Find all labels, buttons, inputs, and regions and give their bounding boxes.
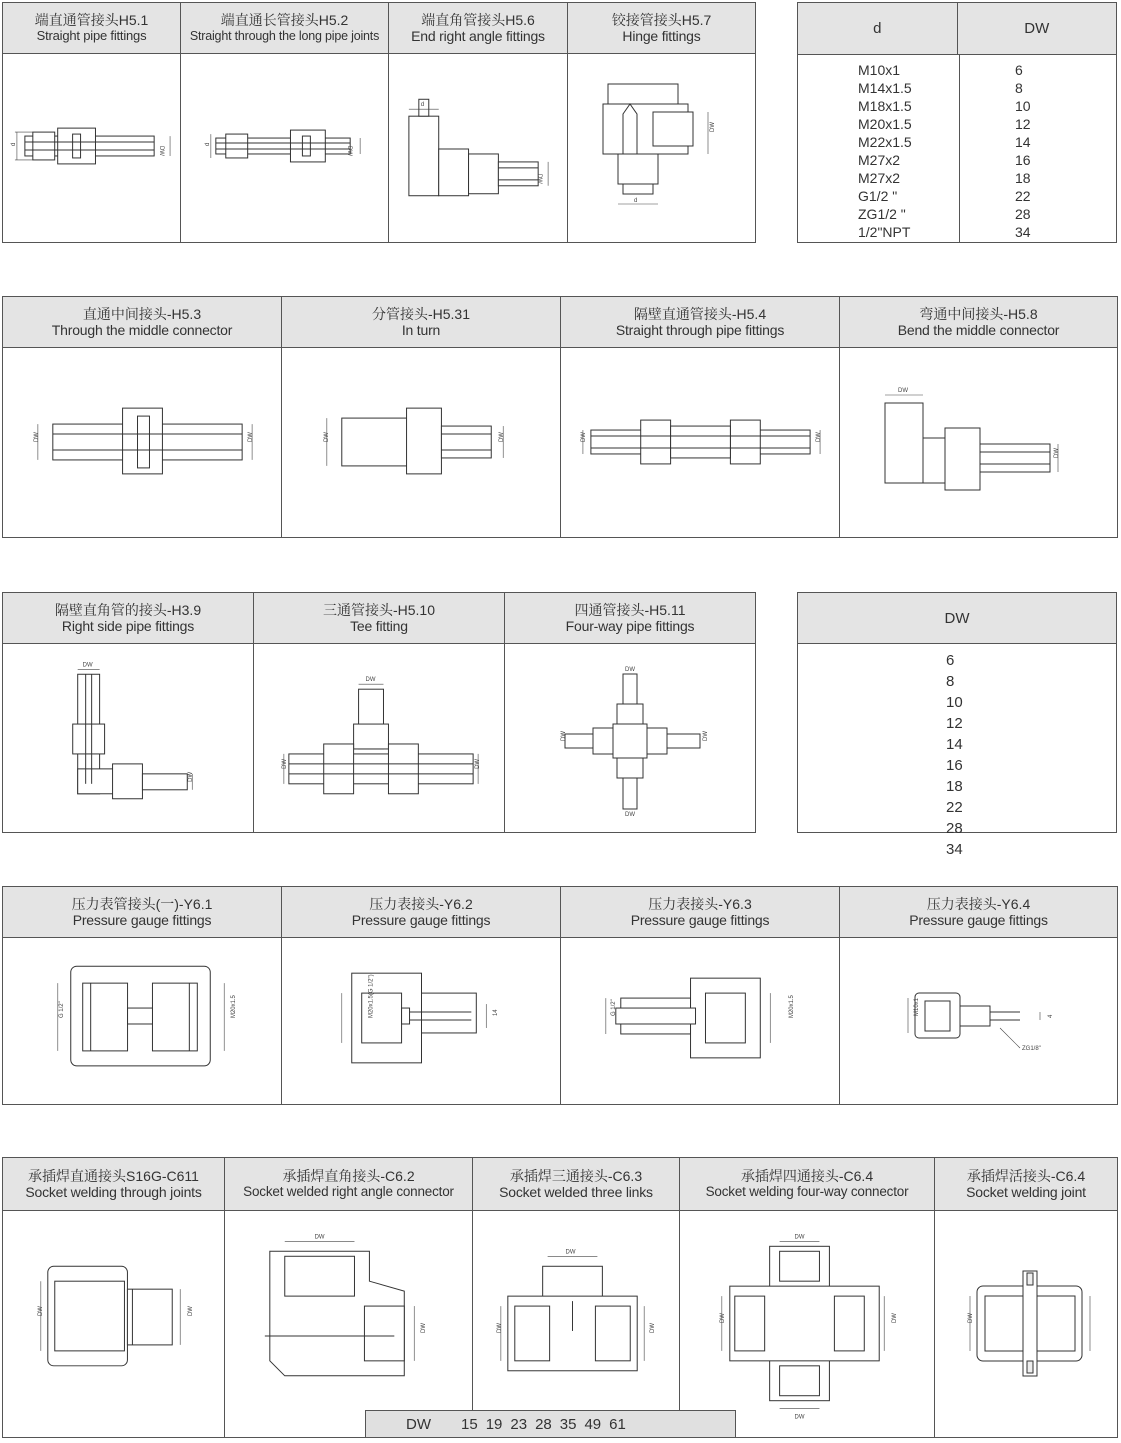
drawing-y6-1 — [3, 938, 282, 1104]
dim-label-dw: DW — [794, 1414, 805, 1421]
item-title-en: Four-way pipe fittings — [565, 618, 695, 634]
spec-d-value: 1/2"NPT — [858, 224, 911, 240]
drawing-h3-9 — [3, 644, 254, 832]
spec-d-list — [798, 55, 960, 243]
header-h3-9 — [3, 593, 254, 644]
header-h5-11 — [505, 593, 755, 644]
dim-label-dw: DW — [968, 1313, 974, 1323]
item-title-en: End right angle fittings — [411, 28, 545, 44]
spec-d-value: M18x1.5 — [858, 98, 912, 114]
header-h5-4 — [561, 297, 840, 348]
header-h5-31 — [282, 297, 561, 348]
dim-label-dw: DW — [1054, 448, 1060, 458]
item-title-en: Socket welded right angle connector — [243, 1184, 454, 1199]
section1-table — [2, 2, 756, 243]
item-title-zh: 四通管接头-H5.11 — [574, 602, 686, 618]
spec-dw-value: 14 — [1015, 134, 1031, 150]
section4-table — [2, 886, 1118, 1105]
dim-label-4: 4 — [1048, 1014, 1054, 1018]
item-title-zh: 三通管接头-H5.10 — [322, 602, 436, 618]
spec-d-value: ZG1/2 " — [858, 206, 906, 222]
item-title-en: Through the middle connector — [51, 322, 233, 338]
item-title-zh: 端直通管接头H5.1 — [34, 12, 149, 28]
item-title-en: Pressure gauge fittings — [351, 912, 491, 928]
spec-d-value: M20x1.5 — [858, 116, 912, 132]
dim-label-dw: DW — [816, 432, 823, 443]
dim-label-dw: DW — [496, 1323, 503, 1333]
dim-label-d: d — [204, 142, 211, 147]
spec-dw-value: 6 — [1015, 62, 1023, 78]
spec-dw-value: 28 — [1015, 206, 1031, 222]
drawing-c6-4-joint — [935, 1211, 1117, 1437]
spec-dw-value: 10 — [1015, 98, 1031, 114]
item-title-zh: 承插焊四通接头-C6.4 — [740, 1168, 874, 1184]
drawing-h5-1 — [3, 54, 181, 242]
drawing-y6-4 — [840, 938, 1117, 1104]
header-h5-7 — [568, 3, 755, 54]
spec-dw-value: 8 — [1015, 80, 1023, 96]
dim-label-dw: DW — [158, 146, 165, 156]
spec-col-dw: DW — [1024, 20, 1050, 37]
item-title-zh: 分管接头-H5.31 — [371, 306, 471, 322]
item-title-zh: 隔壁直角管的接头-H3.9 — [54, 602, 202, 618]
item-title-en: Pressure gauge fittings — [909, 912, 1048, 928]
item-title-zh: 承插焊活接头-C6.4 — [966, 1168, 1086, 1184]
item-title-zh: 承插焊三通接头-C6.3 — [509, 1168, 643, 1184]
item-title-zh: 压力表管接头(一)-Y6.1 — [71, 896, 213, 912]
spec-dw-value: 22 — [1015, 188, 1031, 204]
dim-label-dw: DW — [475, 758, 482, 769]
dim-label-dw: DW — [892, 1313, 899, 1324]
dim-label-g12: G 1/2" — [610, 999, 617, 1017]
header-h5-6 — [389, 3, 568, 54]
dim-label-d: d — [634, 198, 638, 204]
dw-bar-value: 49 — [584, 1415, 602, 1433]
item-title-en: Pressure gauge fittings — [630, 912, 770, 928]
dim-label-dw: DW — [580, 432, 587, 443]
item-title-en: Bend the middle connector — [897, 322, 1060, 338]
dim-label-dw: DW — [248, 432, 255, 443]
section1-spec-table — [797, 2, 1117, 243]
drawing-h5-3 — [3, 348, 282, 537]
socket-dw-bar — [365, 1410, 736, 1438]
item-title-zh: 端直角管接头H5.6 — [421, 12, 535, 28]
drawing-h5-11 — [505, 644, 755, 832]
dim-label-dw: DW — [719, 1313, 726, 1324]
spec-col-dw: DW — [944, 609, 970, 627]
dim-label-dw: DW — [536, 173, 543, 184]
section3-spec-table — [797, 592, 1117, 858]
drawing-c6-4 — [680, 1211, 935, 1437]
section5-table — [2, 1157, 1118, 1438]
spec-dw-value: 12 — [946, 715, 963, 732]
item-title-en: Socket welding four-way connector — [705, 1184, 909, 1199]
drawing-h5-10 — [254, 644, 505, 832]
dim-label-g12: G 1/2" — [58, 1001, 65, 1019]
drawing-h5-2 — [181, 54, 389, 242]
dw-bar-value: 19 — [485, 1415, 503, 1433]
dim-label-dw: DW — [710, 122, 716, 132]
header-y6-1 — [3, 887, 282, 938]
spec-dw-value: 8 — [946, 673, 955, 690]
spec-dw-list — [798, 644, 1116, 860]
dim-label-dw: DW — [703, 731, 709, 741]
spec-d-value: M22x1.5 — [858, 134, 912, 150]
item-title-en: Socket welding through joints — [25, 1184, 202, 1200]
dim-label-dw: DW — [188, 771, 195, 782]
spec-dw-value: 34 — [946, 841, 963, 858]
dw-bar-value: 35 — [559, 1415, 577, 1433]
dim-label-dw: DW — [794, 1234, 805, 1241]
spec-dw-value: 34 — [1015, 224, 1031, 240]
item-title-zh: 压力表接头-Y6.4 — [926, 896, 1031, 912]
dim-label-dw: DW — [625, 812, 635, 818]
header-c6-4-joint — [935, 1158, 1117, 1211]
header-h5-8 — [840, 297, 1117, 348]
drawing-h5-8 — [840, 348, 1117, 537]
dim-label-14: 14 — [493, 1009, 500, 1017]
dim-label-m20g: M20x1.5(G 1/2") — [368, 974, 375, 1019]
drawing-c6-2 — [225, 1211, 473, 1437]
item-title-zh: 铰接管接头H5.7 — [611, 12, 712, 28]
drawing-y6-2 — [282, 938, 561, 1104]
item-title-en: Straight through pipe fittings — [615, 322, 785, 338]
spec-dw-value: 14 — [946, 736, 963, 753]
drawing-c611 — [3, 1211, 225, 1437]
spec-dw-value: 10 — [946, 694, 963, 711]
item-title-en: Straight through the long pipe joints — [189, 29, 380, 43]
dim-label-dw: DW — [561, 731, 567, 741]
spec-d-value: M27x2 — [858, 152, 901, 168]
dim-label-dw: DW — [499, 432, 506, 443]
header-h5-10 — [254, 593, 505, 644]
spec-dw-value: 16 — [1015, 152, 1031, 168]
spec-dw-list — [960, 55, 1116, 243]
item-title-en: Socket welding joint — [966, 1184, 1086, 1200]
spec-dw-value: 12 — [1015, 116, 1031, 132]
item-title-zh: 承插焊直角接头-C6.2 — [282, 1168, 415, 1184]
spec-dw-value: 22 — [946, 799, 963, 816]
dim-label-dw: DW — [421, 1323, 428, 1333]
dim-label-dw: DW — [33, 432, 40, 443]
drawing-h5-7 — [568, 54, 755, 242]
header-y6-2 — [282, 887, 561, 938]
item-title-zh: 直通中间接头-H5.3 — [82, 306, 202, 322]
drawing-c6-3 — [473, 1211, 680, 1437]
dim-label-dw: DW — [281, 758, 288, 769]
item-title-en: Right side pipe fittings — [61, 618, 195, 634]
header-c611 — [3, 1158, 225, 1211]
dw-bar-value: 15 — [461, 1415, 478, 1433]
drawing-h5-4 — [561, 348, 840, 537]
section2-table — [2, 296, 1118, 538]
dim-label-dw: DW — [323, 432, 330, 443]
dw-bar-value: 23 — [510, 1415, 528, 1433]
dim-label-m20: M20x1.5 — [789, 995, 796, 1019]
header-h5-2 — [181, 3, 389, 54]
spec-d-value: M27x2 — [858, 170, 901, 186]
item-title-zh: 隔壁直通管接头-H5.4 — [633, 306, 767, 322]
item-title-zh: 压力表接头-Y6.2 — [369, 896, 473, 912]
spec-d-value: M10x1 — [858, 62, 901, 78]
dw-bar-value: 28 — [535, 1415, 552, 1433]
item-title-zh: 端直通长管接头H5.2 — [220, 12, 349, 28]
dim-label-dw: DW — [565, 1249, 576, 1256]
header-y6-4 — [840, 887, 1117, 938]
spec-dw-value: 18 — [1015, 170, 1031, 186]
item-title-zh: 承插焊直通接头S16G-C611 — [28, 1168, 199, 1184]
dim-label-dw: DW — [188, 1306, 195, 1317]
item-title-zh: 弯通中间接头-H5.8 — [919, 306, 1038, 322]
dim-label-dw: DW — [37, 1306, 44, 1317]
header-c6-2 — [225, 1158, 473, 1211]
spec-dw-value: 16 — [946, 757, 963, 774]
header-c6-4 — [680, 1158, 935, 1211]
item-title-en: Socket welded three links — [499, 1184, 653, 1200]
item-title-en: Tee fitting — [350, 618, 408, 634]
spec-d-value: G1/2 " — [858, 188, 898, 204]
header-h5-1 — [3, 3, 181, 54]
dim-label-zg18: ZG1/8" — [1022, 1046, 1041, 1052]
dim-label-dw: DW — [898, 388, 908, 394]
dim-label-dw: DW — [82, 662, 93, 669]
dim-label-dw: DW — [650, 1323, 657, 1333]
item-title-en: In turn — [401, 322, 441, 338]
item-title-en: Hinge fittings — [622, 28, 701, 44]
header-c6-3 — [473, 1158, 680, 1211]
header-y6-3 — [561, 887, 840, 938]
dim-label-d: d — [420, 102, 425, 109]
dw-bar-value: 61 — [609, 1415, 626, 1433]
dw-bar-label: DW — [406, 1415, 431, 1433]
dim-label-dw: DW — [346, 146, 353, 156]
dim-label-d: d — [10, 142, 17, 147]
dim-label-m20: M20x1.5 — [231, 995, 238, 1019]
spec-col-d: d — [798, 3, 958, 54]
spec-d-value: M14x1.5 — [858, 80, 912, 96]
drawing-y6-3 — [561, 938, 840, 1104]
dim-label-dw: DW — [625, 667, 635, 673]
header-h5-3 — [3, 297, 282, 348]
section3-table — [2, 592, 756, 833]
drawing-h5-6 — [389, 54, 568, 242]
dim-label-m10: M10x1 — [914, 997, 920, 1016]
item-title-zh: 压力表接头-Y6.3 — [648, 896, 752, 912]
dim-label-dw: DW — [365, 677, 376, 684]
item-title-en: Pressure gauge fittings — [72, 912, 212, 928]
spec-dw-value: 6 — [946, 652, 955, 669]
drawing-h5-31 — [282, 348, 561, 537]
spec-dw-value: 28 — [946, 820, 963, 837]
spec-dw-value: 18 — [946, 778, 963, 795]
item-title-en: Straight pipe fittings — [36, 28, 147, 43]
dim-label-dw: DW — [314, 1234, 325, 1241]
